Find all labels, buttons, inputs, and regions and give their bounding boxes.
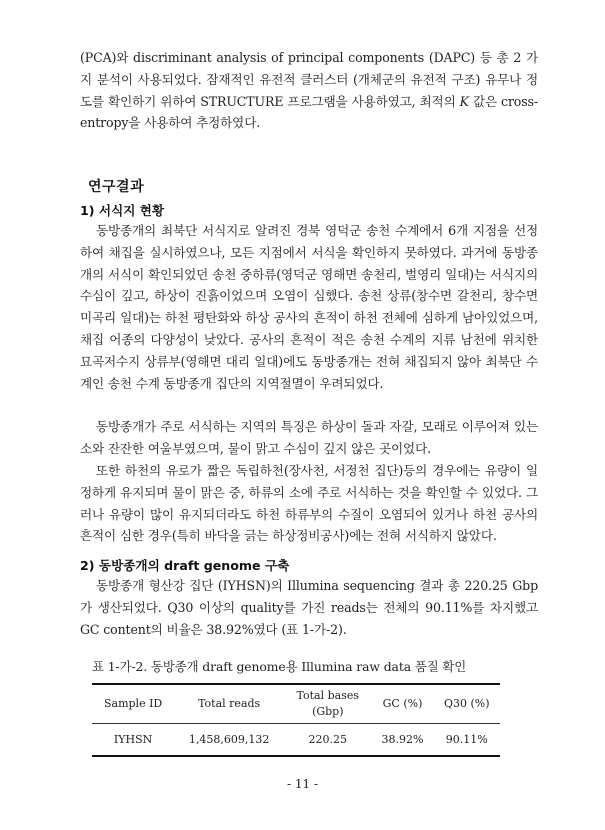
habitat-paragraph-2: 동방종개가 주로 서식하는 지역의 특징은 하상이 돌과 자갈, 모래로 이루어져 있는 소와 잔잔한 여울부였으며, 물이 맑고 수심이 깊지 않은 곳이었다.	[80, 419, 538, 456]
genome-subheading: 2) 동방종개의 draft genome 구축	[80, 558, 290, 573]
table-row	[92, 724, 500, 757]
cell-q30: 90.11%	[434, 724, 500, 757]
section-title: 연구결과	[88, 179, 145, 195]
table-caption: 표 1-가-2. 동방종개 draft genome용 Illumina raw data 품질 확인	[92, 659, 467, 674]
habitat-subheading: 1) 서식지 현황	[80, 203, 165, 218]
page-number: - 11 -	[286, 777, 318, 791]
cell-total-reads: 1,458,609,132	[174, 724, 284, 757]
header-gc: GC (%)	[372, 684, 434, 724]
header-sample-id: Sample ID	[92, 684, 174, 724]
header-q30: Q30 (%)	[434, 684, 500, 724]
habitat-paragraph-3: 또한 하천의 유로가 짧은 독립하천(장사천, 서정천 집단)등의 경우에는 유량이 일정하게 유지되며 물이 맑은 중, 하류의 소에 주로 서식하는 것을 확인할 수 있었다. 그러나 유량이 많이 유지되더라도 하천 하류부의 수질이 오염되어 있거나 하천 공사의 흔적이 심한 경우(특히 바닥을 긁는 하상정비공사)에는 전혀 서식하지 않았다.	[80, 463, 538, 544]
k-variable: K	[459, 93, 469, 109]
header-total-bases: Total bases (Gbp)	[284, 684, 371, 724]
cell-total-bases: 220.25	[284, 724, 371, 757]
cell-gc: 38.92%	[372, 724, 434, 757]
header-total-reads: Total reads	[174, 684, 284, 724]
habitat-paragraph-1: 동방종개의 최북단 서식지로 알려진 경북 영덕군 송천 수계에서 6개 지점을 선정하여 채집을 실시하였으나, 모든 지점에서 서식을 확인하지 못하였다. 과거에 동방종개의 서식이 확인되었던 송천 중하류(영덕군 영해면 송천리, 벌영리 일대)는 서식지의 수심이 깊고, 하상이 진흙이었으며 오염이 심했다. 송천 상류(창수면 갈천리, 창수면 미곡리 일대)는 하천 평탄화와 하상 공사의 흔적이 하천 전체에 심하게 남아있었으며, 채집 어종의 다양성이 낮았다. 공사의 흔적이 적은 송천 수계의 지류 남천에 위치한 묘곡저수지 상류부(영해면 대리 일대)에도 동방종개는 전혀 채집되지 않아 최북단 수계인 송천 수계 동방종개 집단의 지역절멸이 우려되었다.	[80, 223, 538, 391]
cell-sample-id: IYHSN	[92, 724, 174, 757]
quality-table	[92, 683, 500, 757]
genome-paragraph: 동방종개 형산강 집단 (IYHSN)의 Illumina sequencing 결과 총 220.25 Gbp가 생산되었다. Q30 이상의 quality를 가진 reads는 전체의 90.11%를 차지했고 GC content의 비율은 38.92%였다 (표 1-가-2).	[80, 578, 538, 637]
intro-paragraph: (PCA)와 discriminant analysis of principal components (DAPC) 등 총 2 가지 분석이 사용되었다. 잠재적인 유전적 클러스터 (개체군의 유전적 구조) 유무나 정도를 확인하기 위하여 STRUCTURE 프로그램을 사용하였고, 최적의 K 값은 cross-entropy을 사용하여 추정하였다.	[80, 50, 538, 131]
table-header-row	[92, 684, 500, 724]
